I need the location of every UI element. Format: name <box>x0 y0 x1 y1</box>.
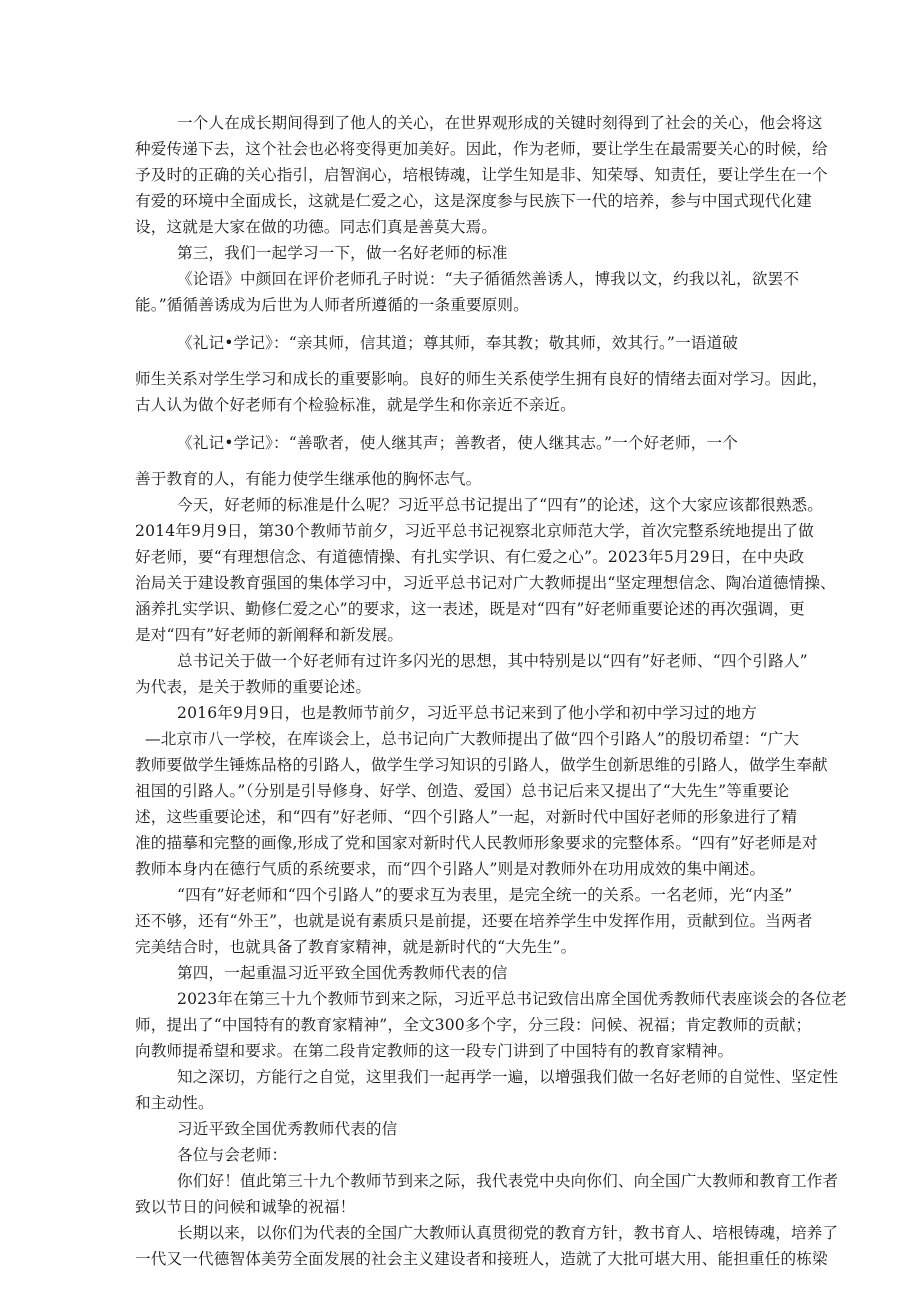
paragraph-line: 种爱传递下去，这个社会也必将变得更加美好。因此，作为老师，要让学生在最需要关心的时候，给 <box>135 140 828 158</box>
paragraph-line: 好老师，要“有理想信念、有道德情操、有扎实学识、有仁爱之心”。2023年5月29日，在中央政 <box>135 548 805 566</box>
paragraph-line: —北京市八一学校，在库谈会上，总书记向广大教师提出了做“四个引路人”的殷切希望：“广大 <box>145 730 800 748</box>
paragraph-line: “四有”好老师和“四个引路人”的要求互为表里，是完全统一的关系。一名老师，光“内圣” <box>177 886 793 904</box>
paragraph-line: 一代又一代德智体美劳全面发展的社会主义建设者和接班人，造就了大批可堪大用、能担重任的栋梁 <box>135 1250 828 1268</box>
paragraph-line: 善于教育的人，有能力使学生继承他的胸怀志气。 <box>135 470 482 488</box>
paragraph-line: 祖国的引路人。”（分别是引导修身、好学、创造、爱国）总书记后来又提出了“大先生”等重要论 <box>135 782 790 800</box>
section-heading: 第四，一起重温习近平致全国优秀教师代表的信 <box>177 964 508 982</box>
paragraph-line: 准的描摹和完整的画像,形成了党和国家对新时代人民教师形象要求的完整体系。“四有”好老师是对 <box>135 834 818 852</box>
paragraph-line: 今天，好老师的标准是什么呢？习近平总书记提出了“四有”的论述，这个大家应该都很熟悉。 <box>177 496 823 514</box>
paragraph-line: 向教师提希望和要求。在第二段肯定教师的这一段专门讲到了中国特有的教育家精神。 <box>135 1042 734 1060</box>
paragraph-line: 2014年9月9日，第30个教师节前夕，习近平总书记视察北京师范大学，首次完整系统地提出了做 <box>135 522 814 540</box>
paragraph-line: 是对“四有”好老师的新阐释和新发展。 <box>135 626 404 644</box>
paragraph-line: 教师要做学生锤炼品格的引路人，做学生学习知识的引路人，做学生创新思维的引路人，做学生奉献 <box>135 756 828 774</box>
letter-salutation: 各位与会老师： <box>177 1146 288 1164</box>
paragraph-line: 能。”循循善诱成为后世为人师者所遵循的一条重要原则。 <box>135 296 529 314</box>
paragraph-line: 总书记关于做一个好老师有过许多闪光的思想，其中特别是以“四有”好老师、“四个引路人” <box>177 652 808 670</box>
paragraph-line: 《论语》中颜回在评价老师孔子时说：“夫子循循然善诱人，博我以文，约我以礼，欲罢不 <box>177 270 800 288</box>
paragraph-line: 涵养扎实学识、勤修仁爱之心”的要求，这一表述，既是对“四有”好老师重要论述的再次强调，更 <box>135 600 805 618</box>
paragraph-line: 有爱的环境中全面成长，这就是仁爱之心，这是深度参与民族下一代的培养，参与中国式现代化建 <box>135 192 812 210</box>
letter-title: 习近平致全国优秀教师代表的信 <box>177 1120 398 1138</box>
paragraph-line: 还不够，还有“外王”，也就是说有素质只是前提，还要在培养学生中发挥作用，贡献到位。当两者 <box>135 912 813 930</box>
paragraph-line: 师，提出了“中国特有的教育家精神”，全文300多个字，分三段：问候、祝福；肯定教师的贡献； <box>135 1016 812 1034</box>
paragraph-line: 长期以来，以你们为代表的全国广大教师认真贯彻党的教育方针，教书育人、培根铸魂，培养了 <box>177 1224 839 1242</box>
paragraph-line: 《礼记•学记》：“亲其师，信其道；尊其师，奉其教；敬其师，效其行。”一语道破 <box>177 334 739 352</box>
paragraph-line: 完美结合时，也就具备了教育家精神，就是新时代的“大先生”。 <box>135 938 577 956</box>
paragraph-line: 知之深切，方能行之自觉，这里我们一起再学一遍，以增强我们做一名好老师的自觉性、坚定性 <box>177 1068 839 1086</box>
paragraph-line: 《礼记•学记》：“善歌者，使人继其声；善教者，使人继其志。”一个好老师，一个 <box>177 434 739 452</box>
paragraph-line: 治局关于建设教育强国的集体学习中，习近平总书记对广大教师提出“坚定理想信念、陶冶道德情操、 <box>135 574 836 592</box>
section-heading: 第三，我们一起学习一下，做一名好老师的标准 <box>177 244 508 262</box>
paragraph-line: 2023年在第三十九个教师节到来之际，习近平总书记致信出席全国优秀教师代表座谈会的各位老 <box>177 990 848 1008</box>
paragraph-line: 为代表，是关于教师的重要论述。 <box>135 678 372 696</box>
paragraph-line: 和主动性。 <box>135 1094 214 1112</box>
paragraph-line: 述，这些重要论述，和“四有”好老师、“四个引路人”一起，对新时代中国好老师的形象进行了精 <box>135 808 798 826</box>
paragraph-line: 师生关系对学生学习和成长的重要影响。良好的师生关系使学生拥有良好的情绪去面对学习。因此， <box>135 370 828 388</box>
paragraph-line: 教师本身内在德行气质的系统要求，而“四个引路人”则是对教师外在功用成效的集中阐述。 <box>135 860 766 878</box>
paragraph-line: 致以节日的问候和诚挚的祝福！ <box>135 1198 356 1216</box>
paragraph-line: 2016年9月9日，也是教师节前夕，习近平总书记来到了他小学和初中学习过的地方 <box>177 704 757 722</box>
paragraph-line: 一个人在成长期间得到了他人的关心，在世界观形成的关键时刻得到了社会的关心，他会将这 <box>177 114 823 132</box>
paragraph-line: 设，这就是大家在做的功德。同志们真是善莫大焉。 <box>135 218 498 236</box>
paragraph-line: 古人认为做个好老师有个检验标准，就是学生和你亲近不亲近。 <box>135 396 576 414</box>
paragraph-line: 你们好！值此第三十九个教师节到来之际，我代表党中央向你们、向全国广大教师和教育工作者 <box>177 1172 839 1190</box>
paragraph-line: 予及时的正确的关心指引，启智润心，培根铸魂，让学生知是非、知荣辱、知责任，要让学生在一个 <box>135 166 828 184</box>
